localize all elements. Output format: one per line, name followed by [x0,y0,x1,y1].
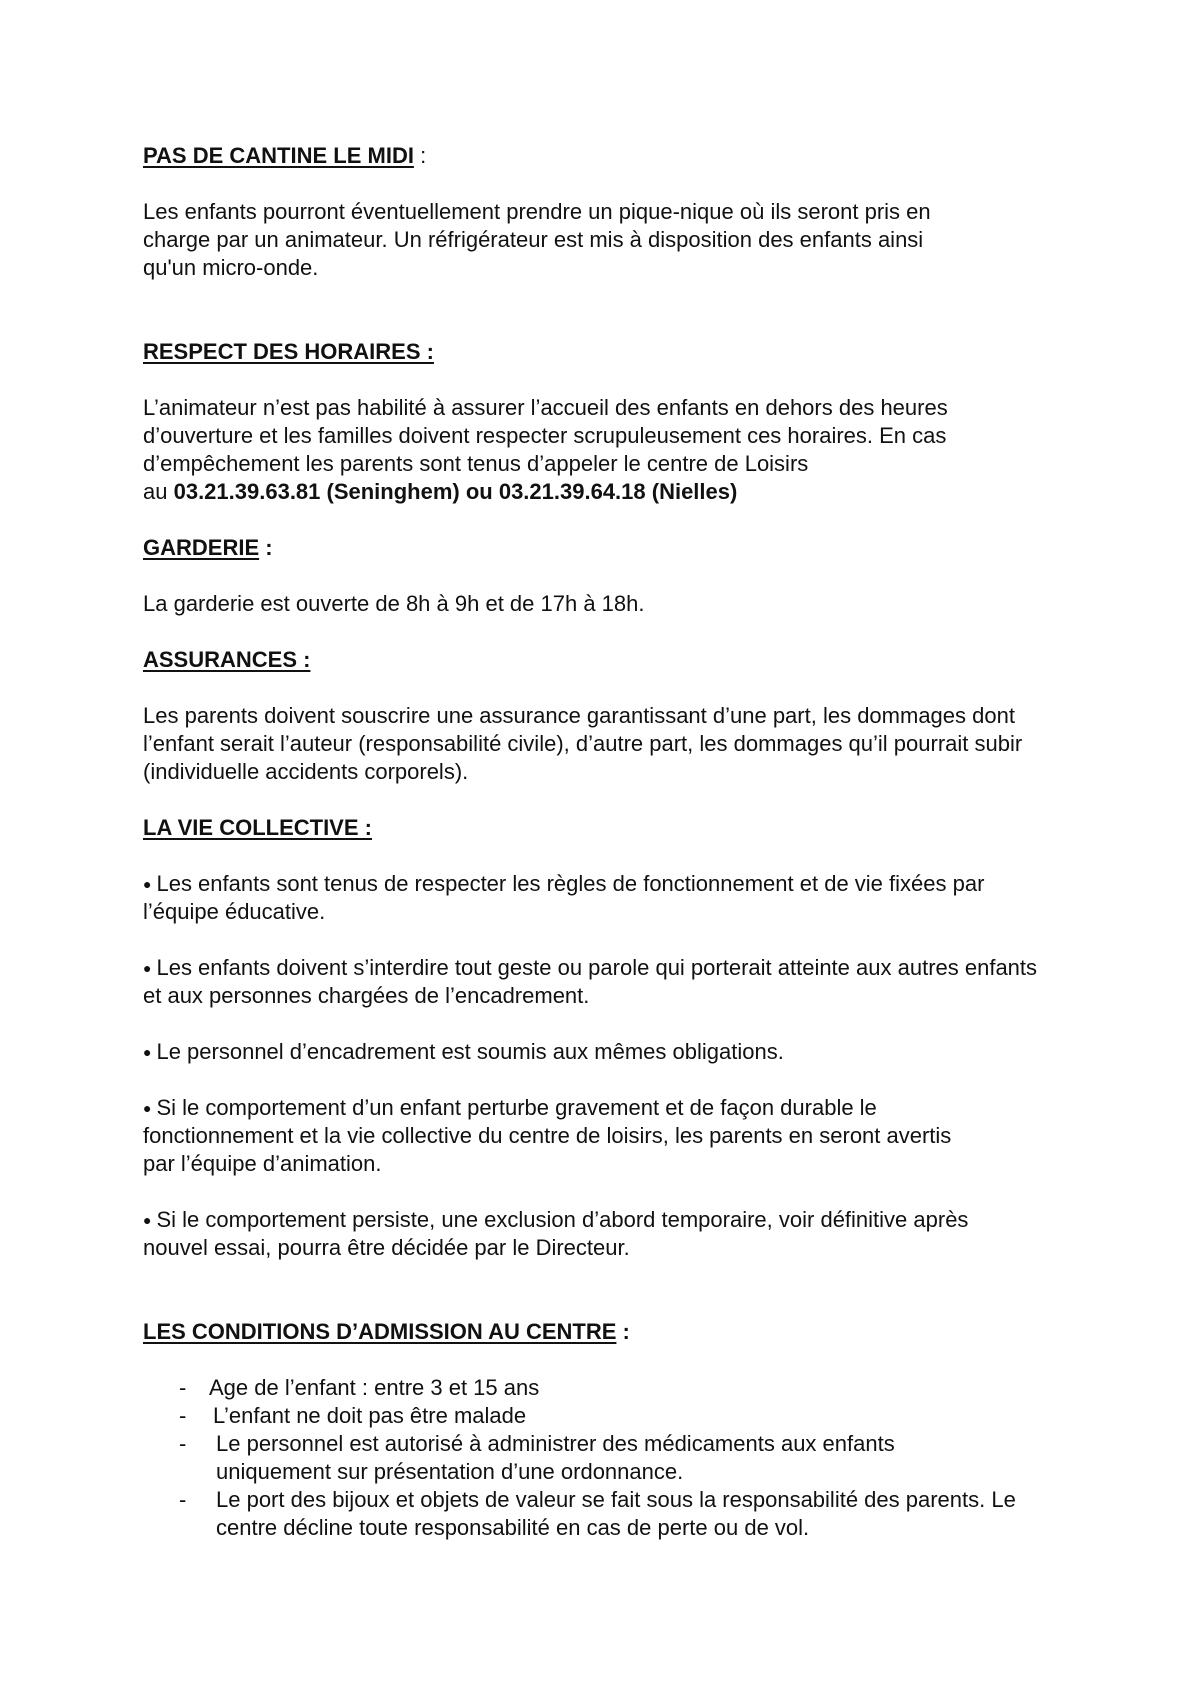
bullet-icon: ● [143,1044,152,1060]
bullet-icon: ● [143,1100,152,1116]
phone-line: au 03.21.39.63.81 (Seninghem) ou 03.21.39.64.18 (Nielles) [143,479,738,504]
list-item: - Age de l’enfant : entre 3 et 15 ans [179,1375,540,1400]
list-item: - Le port des bijoux et objets de valeur se fait sous la responsabilité des parents. Le centre décline toute responsabilité en cas de perte ou de vol. [179,1487,1016,1540]
dash-icon: - [179,1375,187,1400]
heading-assurances: ASSURANCES : [143,647,311,672]
paragraph-assurances: Les parents doivent souscrire une assurance garantissant d’une part, les dommages dont l’enfant serait l’auteur (responsabilité civile), d’autre part, les dommages qu’il pourrait subir (individuelle accidents corporels). [143,703,1023,784]
bullet-icon: ● [143,876,152,892]
list-item: - L’enfant ne doit pas être malade [179,1403,527,1428]
heading-horaires: RESPECT DES HORAIRES : [143,339,434,364]
bullet-item: ● Les enfants doivent s’interdire tout geste ou parole qui porterait atteinte aux autres enfants et aux personnes chargées de l’encadrement. [143,955,1038,1008]
dash-icon: - [179,1431,187,1456]
bullet-item: ● Si le comportement persiste, une exclusion d’abord temporaire, voir définitive après nouvel essai, pourra être décidée par le Directeur. [143,1207,969,1260]
paragraph-garderie: La garderie est ouverte de 8h à 9h et de 17h à 18h. [143,591,645,616]
heading-admission: LES CONDITIONS D’ADMISSION AU CENTRE : [143,1319,630,1344]
dash-icon: - [179,1403,187,1428]
phone-numbers: 03.21.39.63.81 (Seninghem) ou 03.21.39.64.18 (Nielles) [173,479,738,504]
admission-list [143,1374,1083,1542]
bullet-icon: ● [143,1212,152,1228]
list-item: - Le personnel est autorisé à administrer des médicaments aux enfants uniquement sur présentation d’une ordonnance. [179,1431,895,1484]
heading-cantine: PAS DE CANTINE LE MIDI : [143,143,427,168]
paragraph-cantine: Les enfants pourront éventuellement prendre un pique-nique où ils seront pris en charge par un animateur. Un réfrigérateur est mis à disposition des enfants ainsi qu'un micro-onde. [143,199,931,280]
bullet-icon: ● [143,960,152,976]
document-page [143,142,1083,1542]
heading-vie-collective: LA VIE COLLECTIVE : [143,815,372,840]
heading-garderie: GARDERIE : [143,535,273,560]
bullet-item: ● Si le comportement d’un enfant perturbe gravement et de façon durable le fonctionnement et la vie collective du centre de loisirs, les parents en seront avertis par l’équipe d’animation. [143,1095,952,1176]
dash-icon: - [179,1487,187,1512]
bullet-item: ● Les enfants sont tenus de respecter les règles de fonctionnement et de vie fixées par l’équipe éducative. [143,871,985,924]
bullet-item: ● Le personnel d’encadrement est soumis aux mêmes obligations. [143,1039,784,1064]
paragraph-horaires: L’animateur n’est pas habilité à assurer l’accueil des enfants en dehors des heures d’ouverture et les familles doivent respecter scrupuleusement ces horaires. En cas d’empêchement les parents sont tenus d’appeler le centre de Loisirs [143,395,948,476]
